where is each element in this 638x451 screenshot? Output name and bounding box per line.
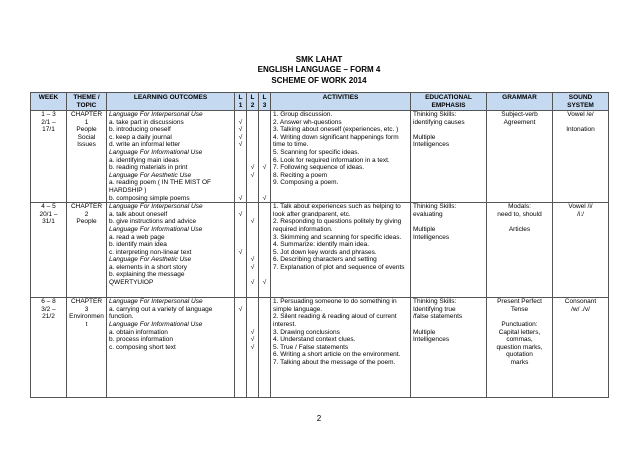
l2-cell-line: [249, 149, 256, 157]
activities-cell-line: 6. Writing a short article on the environment.: [273, 351, 401, 359]
emphasis-cell-line: [413, 126, 484, 134]
activities-cell-line: 8. Reciting a poem: [273, 171, 328, 179]
l3-cell-line: [261, 119, 268, 127]
l3-cell-line: [261, 298, 268, 306]
l2-cell-line: [249, 195, 256, 203]
l1-cell-line: [237, 344, 244, 352]
theme-cell-line: CHAPTER: [70, 111, 103, 118]
activities-cell-line: 9. Composing a poem.: [273, 179, 339, 187]
emphasis-cell-line: Thinking Skills:: [413, 298, 457, 306]
l1-cell-line: [237, 218, 244, 226]
theme-cell-line: CHAPTER: [70, 203, 103, 211]
l1-cell-line: √: [238, 133, 243, 141]
activities-cell-line: 3. Skimming and scanning for specific ideas.: [273, 233, 402, 241]
grammar-cell-line: Subject-verb: [501, 111, 538, 118]
emphasis-cell-line: Thinking Skills:: [413, 203, 457, 211]
l3-cell-line: [261, 313, 268, 321]
col-theme: THEME / TOPIC: [67, 93, 107, 111]
table-row: [31, 111, 609, 203]
l2-cell-line: √: [250, 336, 255, 344]
l1-cell-line: [237, 149, 244, 157]
sound-cell: [553, 203, 609, 298]
emphasis-cell-line: [413, 218, 484, 226]
activities-cell-line: 5. Scanning for specific ideas.: [273, 148, 360, 156]
outcomes-cell: [107, 203, 235, 298]
l2-cell-line: [249, 134, 256, 142]
l2-cell-line: [249, 241, 256, 249]
activities-cell-line: 4. Writing down significant happenings form: [273, 133, 399, 141]
l2-cell-line: [249, 313, 256, 321]
outcomes-cell-line: a. elements in a short story: [109, 263, 188, 271]
outcomes-cell-line: a. identifying main ideas: [109, 156, 179, 164]
school-name: SMK LAHAT: [295, 55, 343, 64]
l2-cell-line: [249, 234, 256, 242]
l2-cell-line: [249, 321, 256, 329]
l1-cell-line: √: [238, 194, 243, 202]
theme-cell-line: Issues: [77, 141, 96, 149]
l3-cell: [259, 298, 271, 398]
activities-cell-line: 7. Talking about the message of the poem.: [273, 358, 396, 366]
emphasis-cell-line: Intelligences: [413, 141, 450, 149]
l3-cell-line: [261, 218, 268, 226]
l2-cell-line: √: [250, 279, 255, 287]
l2-cell-line: [249, 179, 256, 187]
col-educational-emphasis: EDUCATIONAL EMPHASIS: [411, 93, 487, 111]
grammar-cell-line: Tense: [510, 305, 529, 313]
l1-cell-line: [237, 329, 244, 337]
activities-cell-line: 2. Responding to questions politely by giving: [273, 218, 402, 226]
week-cell-line: 2/1 –: [41, 118, 56, 126]
l1-cell-line: [237, 313, 244, 321]
week-cell: [31, 203, 67, 298]
l1-cell-line: √: [238, 210, 243, 218]
table-row: [31, 203, 609, 298]
l2-cell-line: √: [250, 343, 255, 351]
grammar-cell-line: Present Perfect: [497, 298, 542, 306]
week-cell-line: 17/1: [42, 126, 55, 134]
l1-cell-line: [237, 179, 244, 187]
l3-cell-line: [261, 211, 268, 219]
l3-cell-line: [261, 187, 268, 195]
l3-cell-line: [261, 134, 268, 142]
col-l1: L 1: [235, 93, 247, 111]
emphasis-cell-line: Multiple: [413, 133, 436, 141]
l2-cell-line: √: [250, 164, 255, 172]
l3-cell-line: [261, 141, 268, 149]
emphasis-cell-line: Multiple: [413, 225, 436, 233]
l3-cell-line: [261, 234, 268, 242]
outcomes-cell-line: a. take part in discussions: [109, 118, 184, 126]
theme-cell: [67, 111, 107, 203]
sound-cell-line: Intonation: [566, 126, 595, 134]
outcomes-cell-line: Language For Aesthetic Use: [109, 171, 192, 179]
theme-cell-line: 3: [84, 305, 89, 313]
activities-cell-line: 6. Look for required information in a text.: [273, 156, 390, 164]
l3-cell-line: √: [262, 194, 267, 202]
theme-cell-line: t: [85, 320, 88, 328]
l3-cell-line: [261, 271, 268, 279]
outcomes-cell-line: c. keep a daily journal: [109, 133, 172, 141]
document-title: SCHEME OF WORK 2014: [271, 76, 367, 85]
grammar-cell-line: Agreement: [503, 118, 536, 126]
outcomes-cell-line: b. explaining the message: [109, 271, 185, 279]
emphasis-cell-line: Multiple: [413, 328, 436, 336]
l2-cell: [247, 203, 259, 298]
sound-cell-line: Vowel /i/: [568, 203, 593, 211]
l1-cell-line: [237, 203, 244, 211]
l2-cell: [247, 298, 259, 398]
week-cell-line: 20/1 –: [39, 210, 58, 218]
emphasis-cell-line: Intelligences: [413, 233, 450, 241]
emphasis-cell-line: [413, 321, 484, 329]
emphasis-cell: [411, 203, 487, 298]
activities-cell: [271, 111, 411, 203]
l1-cell-line: [237, 241, 244, 249]
week-cell-line: 31/1: [42, 218, 55, 226]
l3-cell-line: [261, 329, 268, 337]
activities-cell-line: 5. Jot down key words and phrases.: [273, 248, 377, 256]
l1-cell: [235, 298, 247, 398]
week-cell-line: 4 – 5: [41, 203, 56, 211]
l3-cell-line: [261, 321, 268, 329]
l1-cell-line: √: [238, 141, 243, 149]
l2-cell-line: [249, 249, 256, 257]
theme-cell-line: CHAPTER: [70, 298, 103, 306]
grammar-cell-line: need to, should: [497, 210, 542, 218]
theme-cell-line: People: [76, 126, 97, 134]
activities-cell-line: 1. Persuading someone to do something in: [273, 298, 397, 306]
subject-title: ENGLISH LANGUAGE – FORM 4: [257, 65, 381, 74]
l3-cell-line: [261, 306, 268, 314]
activities-cell-line: 2. Answer wh-questions: [273, 118, 342, 126]
table-row: [31, 298, 609, 398]
l3-cell-line: [261, 264, 268, 272]
l1-cell-line: √: [238, 305, 243, 313]
outcomes-cell-line: a. obtain information: [109, 328, 168, 336]
outcomes-cell: [107, 111, 235, 203]
grammar-cell-line: Capital letters,: [498, 328, 541, 336]
l1-cell-line: [237, 164, 244, 172]
l3-cell: [259, 203, 271, 298]
outcomes-cell-line: Language For Informational Use: [109, 148, 203, 156]
outcomes-cell-line: Language For Interpersonal Use: [109, 111, 203, 118]
grammar-cell: [487, 203, 553, 298]
l3-cell-line: [261, 126, 268, 134]
col-l2: L 2: [247, 93, 259, 111]
outcomes-cell-line: Language For Informational Use: [109, 225, 203, 233]
emphasis-cell-line: /false statements: [413, 313, 463, 321]
theme-cell-line: People: [76, 218, 97, 226]
activities-cell-line: 2. Silent reading & reading aloud of current: [273, 313, 397, 321]
theme-cell-line: 1: [84, 118, 89, 126]
l2-cell-line: [249, 298, 256, 306]
grammar-cell-line: question marks,: [496, 343, 543, 351]
activities-cell-line: 3. Talking about oneself (experiences, etc. ): [273, 126, 399, 134]
grammar-cell-line: Punctuation:: [501, 320, 538, 328]
theme-cell: [67, 203, 107, 298]
week-cell-line: 1 – 3: [41, 111, 56, 118]
l3-cell-line: [261, 256, 268, 264]
activities-cell-line: simple language.: [273, 305, 323, 313]
activities-cell-line: 7. Explanation of plot and sequence of events: [273, 263, 405, 271]
week-cell-line: 3/2 –: [41, 305, 56, 313]
theme-cell-line: 2: [84, 210, 89, 218]
sound-cell-line: /w/ ./v/: [571, 305, 590, 313]
l2-cell-line: [249, 119, 256, 127]
l1-cell-line: [237, 226, 244, 234]
emphasis-cell-line: identifying causes: [413, 118, 465, 126]
activities-cell-line: 6. Describing characters and setting: [273, 256, 377, 264]
l3-cell-line: [261, 241, 268, 249]
page-number: 2: [316, 414, 322, 423]
grammar-cell-line: [489, 218, 550, 226]
l1-cell: [235, 111, 247, 203]
emphasis-cell-line: evaluating: [413, 210, 443, 218]
sound-cell: [553, 111, 609, 203]
l3-cell-line: √: [262, 279, 267, 287]
emphasis-cell-line: Intelligences: [413, 336, 450, 344]
grammar-cell-line: quotation: [506, 351, 533, 359]
l1-cell-line: [237, 271, 244, 279]
grammar-cell: [487, 111, 553, 203]
activities-cell-line: time to time.: [273, 141, 309, 149]
grammar-cell-line: Articles: [508, 225, 531, 233]
emphasis-cell: [411, 111, 487, 203]
l1-cell-line: [237, 234, 244, 242]
l1-cell-line: [237, 256, 244, 264]
col-learning-outcomes: LEARNING OUTCOMES: [107, 93, 235, 111]
sound-cell-line: [555, 119, 606, 127]
activities-cell-line: required information.: [273, 225, 333, 233]
col-l3: L 3: [259, 93, 271, 111]
l1-cell-line: √: [238, 118, 243, 126]
col-week: WEEK: [31, 93, 67, 111]
theme-cell-line: Social: [77, 133, 96, 141]
scheme-of-work-table: [30, 92, 609, 398]
activities-cell-line: look after grandparent, etc.: [273, 210, 351, 218]
sound-cell-line: Consonant: [564, 298, 597, 306]
l1-cell-line: √: [238, 248, 243, 256]
grammar-cell-line: commas,: [506, 336, 533, 344]
l2-cell-line: [249, 271, 256, 279]
l3-cell-line: [261, 249, 268, 257]
sound-cell: [553, 298, 609, 398]
activities-cell-line: 1. Group discussion.: [273, 111, 333, 118]
outcomes-cell-line: HARDSHIP ): [109, 186, 147, 194]
l3-cell-line: [261, 344, 268, 352]
l2-cell-line: √: [250, 171, 255, 179]
outcomes-cell-line: b. introducing oneself: [109, 126, 171, 134]
grammar-cell: [487, 298, 553, 398]
outcomes-cell-line: Language For Interpersonal Use: [109, 203, 203, 211]
l2-cell-line: √: [250, 328, 255, 336]
l1-cell-line: [237, 187, 244, 195]
l1-cell-line: √: [238, 126, 243, 134]
l2-cell-line: [249, 126, 256, 134]
activities-cell-line: 1. Talk about experiences such as helping to: [273, 203, 401, 211]
outcomes-cell-line: b. give instructions and advice: [109, 218, 197, 226]
l2-cell-line: √: [250, 263, 255, 271]
outcomes-cell-line: Language For Interpersonal Use: [109, 298, 203, 306]
col-sound-system: SOUND SYSTEM: [553, 93, 609, 111]
theme-cell-line: Environmen: [69, 313, 104, 321]
week-cell-line: 21/2: [42, 313, 55, 321]
outcomes-cell-line: a. talk about oneself: [109, 210, 168, 218]
activities-cell-line: 5. True / False statements: [273, 343, 349, 351]
outcomes-cell-line: b. composing simple poems: [109, 194, 190, 202]
l2-cell-line: [249, 203, 256, 211]
outcomes-cell-line: function.: [109, 313, 134, 321]
week-cell-line: 6 – 8: [41, 298, 56, 306]
l3-cell-line: [261, 111, 268, 119]
outcomes-cell-line: c. composing short text: [109, 343, 176, 351]
l2-cell-line: [249, 211, 256, 219]
activities-cell: [271, 298, 411, 398]
l2-cell-line: [249, 226, 256, 234]
l1-cell-line: [237, 264, 244, 272]
l1-cell-line: [237, 298, 244, 306]
l2-cell-line: √: [250, 256, 255, 264]
outcomes-cell-line: c. interpreting non-linear text: [109, 248, 192, 256]
outcomes-cell-line: QWERTYUIOP: [109, 279, 154, 287]
l2-cell: [247, 111, 259, 203]
sound-cell-line: /i:/: [577, 210, 584, 218]
l1-cell-line: [237, 279, 244, 287]
l2-cell-line: [249, 306, 256, 314]
activities-cell-line: 7. Following sequence of ideas.: [273, 164, 365, 172]
outcomes-cell-line: a. reading poem ( IN THE MIST OF: [109, 179, 211, 187]
week-cell: [31, 111, 67, 203]
outcomes-cell-line: Language For Aesthetic Use: [109, 256, 192, 264]
l3-cell-line: √: [262, 164, 267, 172]
l3-cell-line: [261, 226, 268, 234]
l3-cell-line: [261, 203, 268, 211]
l1-cell-line: [237, 111, 244, 119]
emphasis-cell-line: Identifying true: [413, 305, 456, 313]
theme-cell: [67, 298, 107, 398]
l1-cell: [235, 203, 247, 298]
outcomes-cell: [107, 298, 235, 398]
grammar-cell-line: marks: [510, 358, 529, 366]
grammar-cell-line: Modals:: [508, 203, 531, 211]
header-row: [31, 93, 609, 111]
outcomes-cell-line: a. carrying out a variety of language: [109, 305, 213, 313]
l1-cell-line: [237, 157, 244, 165]
outcomes-cell-line: d. write an informal letter: [109, 141, 181, 149]
l1-cell-line: [237, 336, 244, 344]
l3-cell-line: [261, 149, 268, 157]
l1-cell-line: [237, 321, 244, 329]
l3-cell-line: [261, 336, 268, 344]
week-cell: [31, 298, 67, 398]
activities-cell-line: 4. Understand context clues.: [273, 336, 356, 344]
outcomes-cell-line: b. reading materials in print: [109, 164, 188, 172]
outcomes-cell-line: Language For Informational Use: [109, 320, 203, 328]
l3-cell-line: [261, 157, 268, 165]
activities-cell-line: interest.: [273, 320, 297, 328]
outcomes-cell-line: b. identify main idea: [109, 241, 167, 249]
col-activities: ACTIVITIES: [271, 93, 411, 111]
l3-cell-line: [261, 179, 268, 187]
sound-cell-line: Vowel /e/: [567, 111, 594, 118]
l3-cell-line: [261, 172, 268, 180]
emphasis-cell-line: Thinking Skills:: [413, 111, 457, 118]
outcomes-cell-line: b. process information: [109, 336, 173, 344]
l1-cell-line: [237, 172, 244, 180]
outcomes-cell-line: a. read a web page: [109, 233, 165, 241]
l2-cell-line: [249, 141, 256, 149]
l3-cell: [259, 111, 271, 203]
l2-cell-line: [249, 111, 256, 119]
l2-cell-line: [249, 157, 256, 165]
activities-cell-line: 3. Drawing conclusions: [273, 328, 340, 336]
l2-cell-line: [249, 187, 256, 195]
col-grammar: GRAMMAR: [487, 93, 553, 111]
emphasis-cell: [411, 298, 487, 398]
grammar-cell-line: [489, 313, 550, 321]
l2-cell-line: √: [250, 218, 255, 226]
activities-cell-line: 4. Summarize: identify main idea.: [273, 241, 370, 249]
activities-cell: [271, 203, 411, 298]
